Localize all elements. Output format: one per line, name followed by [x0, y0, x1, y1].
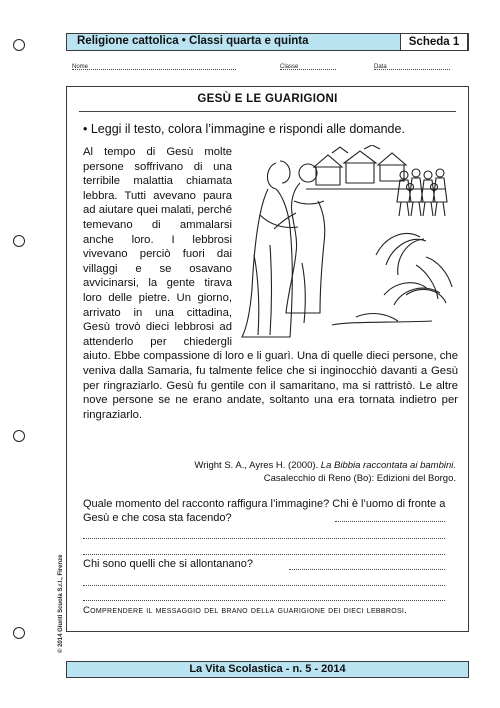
- subject-title: Religione cattolica • Classi quarta e quinta: [77, 35, 309, 47]
- story-block: [83, 145, 458, 422]
- copyright-note: © 2014 Giunti Scuola S.r.l., Firenze: [58, 554, 64, 653]
- footer-bar: [66, 661, 469, 678]
- answer-line-1c[interactable]: [83, 554, 445, 555]
- title-divider: [79, 111, 456, 112]
- binder-hole-1: [13, 39, 25, 51]
- answer-line-1a[interactable]: [335, 521, 445, 522]
- question-1: Quale momento del racconto raffigura l’immagine? Chi è l’uomo di fronte a Gesù e che cosa sta facendo?: [83, 498, 446, 524]
- worksheet-title: GESÙ E LE GUARIGIONI: [197, 93, 338, 105]
- citation-authors: Wright S. A., Ayres H. (2000).: [194, 460, 319, 471]
- answer-line-2b[interactable]: [83, 585, 445, 586]
- citation-publisher: Casalecchio di Reno (Bo): Edizioni del Borgo.: [263, 473, 456, 484]
- header-bar: [66, 33, 469, 51]
- binder-hole-2: [13, 235, 25, 247]
- name-field[interactable]: [72, 64, 236, 70]
- answer-line-2a[interactable]: [289, 569, 445, 570]
- worksheet-box: [66, 86, 469, 632]
- magazine-issue: La Vita Scolastica - n. 5 - 2014: [189, 663, 346, 675]
- name-label: Nome: [72, 64, 89, 70]
- date-field[interactable]: [374, 64, 450, 70]
- citation: [136, 459, 456, 485]
- sheet-label: Scheda 1: [400, 33, 468, 51]
- learning-objective: Comprendere il messaggio del brano della guarigione dei dieci lebbrosi.: [83, 605, 408, 616]
- answer-line-2c[interactable]: [83, 600, 445, 601]
- date-label: Data: [374, 64, 387, 70]
- instruction: • Leggi il testo, colora l’immagine e rispondi alle domande.: [83, 122, 405, 136]
- binder-hole-4: [13, 627, 25, 639]
- jesus-healing-leper-drawing: [236, 145, 458, 340]
- class-field[interactable]: [280, 64, 336, 70]
- coloring-illustration[interactable]: [236, 145, 458, 340]
- citation-book-title: La Bibbia raccontata ai bambini.: [320, 460, 456, 471]
- binder-hole-3: [13, 430, 25, 442]
- class-label: Classe: [280, 64, 299, 70]
- question-2: Chi sono quelli che si allontanano?: [83, 558, 254, 570]
- story-text: Al tempo di Gesù molte persone soffrivano di una terribile malattia chiamata lebbra. Tutti avevano paura ad aiutare quei malati, perché temevano di ammalarsi anche loro. I lebbrosi vivevano perciò fuori dai villaggi e se osavano avvicinarsi, la gente tirava loro delle pietre. Un giorno, arrivato in una cittadina, Gesù trovò dieci lebbrosi ad attenderlo per chiedergli aiuto. Ebbe compassione di loro e li guarì. Una di quelle dieci persone, che veniva dalla Samaria, fu talmente felice che si inginocchiò davanti a Gesù per ringraziarlo. Gesù fu gentile con il samaritano, ma si rattristò. Le altre nove persone se ne erano andate, soltanto una era tornata indietro per ringraziarlo.: [83, 146, 458, 421]
- answer-line-1b[interactable]: [83, 538, 445, 539]
